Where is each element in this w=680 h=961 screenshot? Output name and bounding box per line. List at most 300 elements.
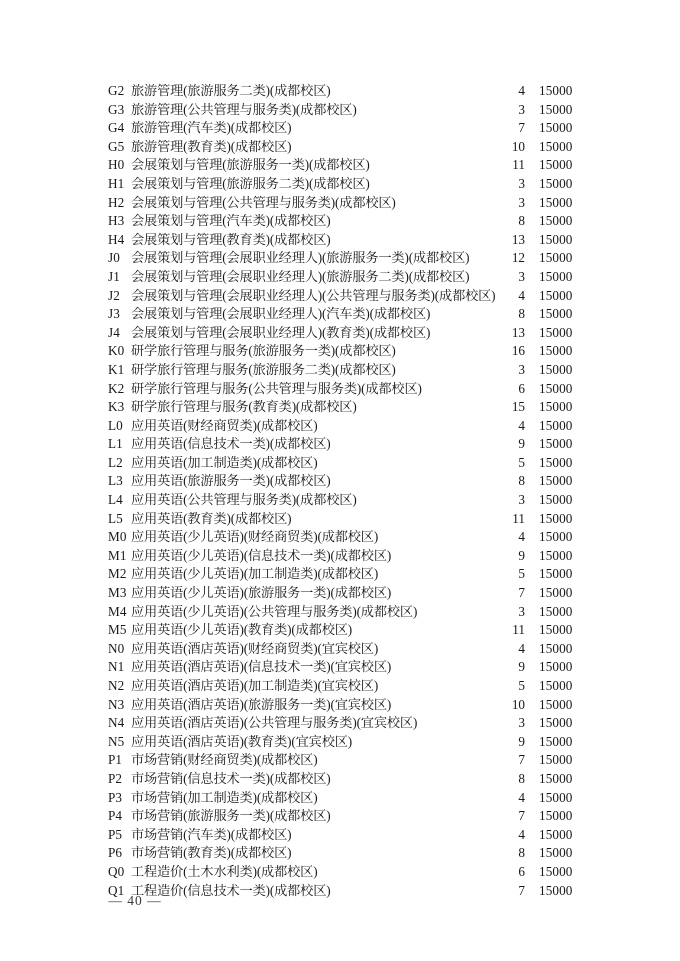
row-tail [599, 640, 680, 659]
major-name: 市场营销(旅游服务一类)(成都校区) [131, 808, 331, 824]
table-row [0, 324, 680, 343]
row-gutter [0, 528, 108, 547]
enrollment-quota: 3 [518, 268, 525, 284]
row-tail [599, 268, 680, 287]
row-tail [599, 324, 680, 343]
table-row [0, 194, 680, 213]
row-gutter [0, 640, 108, 659]
major-code: P3 [108, 789, 123, 805]
major-code: P1 [108, 752, 123, 768]
table-row [0, 268, 680, 287]
enrollment-quota: 16 [511, 343, 525, 359]
table-row [0, 138, 680, 157]
column-spacer [525, 510, 539, 529]
table-row [0, 863, 680, 882]
row-tail [599, 342, 680, 361]
enrollment-quota: 8 [518, 473, 525, 489]
row-tail [599, 472, 680, 491]
row-gutter [0, 472, 108, 491]
row-gutter [0, 305, 108, 324]
row-tail [599, 565, 680, 584]
row-gutter [0, 454, 108, 473]
enrollment-quota: 11 [512, 157, 525, 173]
table-row [0, 603, 680, 622]
tuition-fee: 15000 [539, 287, 573, 303]
major-name: 应用英语(酒店英语)(旅游服务一类)(宜宾校区) [131, 696, 392, 712]
table-row [0, 175, 680, 194]
enrollment-quota: 7 [518, 808, 525, 824]
major-code: G2 [108, 83, 125, 98]
major-code: N4 [108, 715, 125, 731]
table-row [0, 584, 680, 603]
row-gutter [0, 658, 108, 677]
enrollment-quota: 7 [518, 882, 525, 898]
enrollment-quota: 8 [518, 845, 525, 861]
row-gutter [0, 510, 108, 529]
column-spacer [525, 305, 539, 324]
major-code: G5 [108, 138, 125, 154]
table-row [0, 249, 680, 268]
major-code: G4 [108, 120, 125, 136]
row-gutter [0, 380, 108, 399]
column-spacer [525, 603, 539, 622]
major-code: K2 [108, 380, 125, 396]
major-code: L1 [108, 436, 123, 452]
tuition-fee: 15000 [539, 306, 573, 322]
major-code: L5 [108, 510, 123, 526]
row-tail [599, 882, 680, 901]
column-spacer [525, 696, 539, 715]
row-tail [599, 454, 680, 473]
row-tail [599, 435, 680, 454]
major-code: L2 [108, 454, 123, 470]
tuition-fee: 15000 [539, 194, 573, 210]
row-tail [599, 82, 680, 101]
column-spacer [525, 287, 539, 306]
major-name: 应用英语(酒店英语)(加工制造类)(宜宾校区) [131, 678, 379, 693]
column-spacer [525, 863, 539, 882]
major-name: 市场营销(汽车类)(成都校区) [131, 826, 292, 842]
row-gutter [0, 119, 108, 138]
row-gutter [0, 268, 108, 287]
table-row [0, 101, 680, 120]
column-spacer [525, 231, 539, 250]
row-tail [599, 584, 680, 603]
table-row [0, 417, 680, 436]
table-row [0, 231, 680, 250]
row-tail [599, 677, 680, 696]
tuition-fee: 15000 [539, 547, 573, 563]
table-row [0, 565, 680, 584]
row-gutter [0, 212, 108, 231]
major-code: M2 [108, 566, 127, 582]
table-row [0, 547, 680, 566]
table-row [0, 696, 680, 715]
major-code: L3 [108, 473, 123, 489]
enrollment-quota: 4 [518, 826, 525, 842]
column-spacer [525, 770, 539, 789]
column-spacer [525, 640, 539, 659]
column-spacer [525, 789, 539, 808]
column-spacer [525, 82, 539, 101]
row-tail [599, 361, 680, 380]
major-name: 市场营销(加工制造类)(成都校区) [131, 789, 318, 805]
major-name: 应用英语(教育类)(成都校区) [131, 510, 292, 526]
column-spacer [525, 454, 539, 473]
major-name: 市场营销(财经商贸类)(成都校区) [131, 752, 318, 768]
table-row [0, 287, 680, 306]
column-spacer [525, 472, 539, 491]
enrollment-quota: 10 [511, 696, 525, 712]
major-name: 会展策划与管理(会展职业经理人)(教育类)(成都校区) [131, 324, 431, 340]
tuition-fee: 15000 [539, 417, 573, 433]
tuition-fee: 15000 [539, 324, 573, 340]
table-row [0, 212, 680, 231]
major-name: 应用英语(酒店英语)(财经商贸类)(宜宾校区) [131, 640, 379, 656]
row-tail [599, 658, 680, 677]
enrollment-quota: 3 [518, 715, 525, 731]
row-gutter [0, 826, 108, 845]
row-tail [599, 844, 680, 863]
major-name: 会展策划与管理(旅游服务一类)(成都校区) [131, 157, 370, 173]
tuition-fee: 15000 [539, 826, 573, 842]
major-code: N0 [108, 640, 125, 656]
tuition-fee: 15000 [539, 231, 573, 247]
row-gutter [0, 342, 108, 361]
enrollment-quota: 4 [518, 640, 525, 656]
tuition-fee: 15000 [539, 380, 573, 396]
row-tail [599, 491, 680, 510]
enrollment-quota: 4 [518, 417, 525, 433]
major-name: 会展策划与管理(会展职业经理人)(汽车类)(成都校区) [131, 306, 431, 322]
table-row [0, 528, 680, 547]
column-spacer [525, 882, 539, 901]
enrollment-quota: 9 [518, 436, 525, 452]
enrollment-quota: 4 [518, 287, 525, 303]
row-gutter [0, 603, 108, 622]
enrollment-quota: 15 [511, 399, 525, 415]
major-name: 会展策划与管理(会展职业经理人)(公共管理与服务类)(成都校区) [131, 287, 496, 303]
tuition-fee: 15000 [539, 343, 573, 359]
enrollment-quota: 11 [512, 622, 525, 638]
enrollment-quota: 5 [518, 566, 525, 582]
major-code: H0 [108, 157, 125, 173]
tuition-fee: 15000 [539, 101, 573, 117]
enrollment-quota: 9 [518, 659, 525, 675]
row-gutter [0, 324, 108, 343]
row-gutter [0, 844, 108, 863]
row-tail [599, 696, 680, 715]
tuition-fee: 15000 [539, 268, 573, 284]
column-spacer [525, 212, 539, 231]
admission-plan-table-body [0, 82, 680, 900]
major-name: 应用英语(酒店英语)(公共管理与服务类)(宜宾校区) [131, 715, 418, 731]
column-spacer [525, 175, 539, 194]
enrollment-quota: 7 [518, 585, 525, 601]
enrollment-quota: 9 [518, 547, 525, 563]
row-gutter [0, 361, 108, 380]
tuition-fee: 15000 [539, 585, 573, 601]
row-gutter [0, 621, 108, 640]
column-spacer [525, 435, 539, 454]
column-spacer [525, 677, 539, 696]
column-spacer [525, 101, 539, 120]
column-spacer [525, 751, 539, 770]
table-row [0, 156, 680, 175]
major-code: L0 [108, 417, 123, 433]
major-code: K0 [108, 343, 125, 359]
major-code: M0 [108, 529, 127, 545]
major-name: 旅游管理(教育类)(成都校区) [131, 138, 292, 154]
row-tail [599, 603, 680, 622]
major-code: P4 [108, 808, 123, 824]
table-row [0, 305, 680, 324]
tuition-fee: 15000 [539, 566, 573, 582]
major-name: 应用英语(少儿英语)(加工制造类)(成都校区) [131, 566, 379, 582]
row-gutter [0, 398, 108, 417]
tuition-fee: 15000 [539, 83, 573, 98]
row-tail [599, 101, 680, 120]
table-row [0, 380, 680, 399]
major-name: 会展策划与管理(公共管理与服务类)(成都校区) [131, 194, 396, 210]
tuition-fee: 15000 [539, 603, 573, 619]
major-name: 应用英语(少儿英语)(公共管理与服务类)(成都校区) [131, 603, 418, 619]
column-spacer [525, 565, 539, 584]
row-gutter [0, 231, 108, 250]
tuition-fee: 15000 [539, 213, 573, 229]
row-tail [599, 510, 680, 529]
row-tail [599, 138, 680, 157]
enrollment-quota: 8 [518, 306, 525, 322]
column-spacer [525, 528, 539, 547]
table-row [0, 640, 680, 659]
enrollment-quota: 9 [518, 733, 525, 749]
row-gutter [0, 696, 108, 715]
major-name: 应用英语(少儿英语)(信息技术一类)(成都校区) [131, 547, 392, 563]
column-spacer [525, 156, 539, 175]
row-gutter [0, 175, 108, 194]
tuition-fee: 15000 [539, 361, 573, 377]
tuition-fee: 15000 [539, 175, 573, 191]
tuition-fee: 15000 [539, 138, 573, 154]
enrollment-quota: 11 [512, 510, 525, 526]
table-row [0, 770, 680, 789]
table-row [0, 472, 680, 491]
table-row [0, 454, 680, 473]
table-row [0, 119, 680, 138]
major-code: J2 [108, 287, 120, 303]
tuition-fee: 15000 [539, 882, 573, 898]
column-spacer [525, 658, 539, 677]
row-gutter [0, 82, 108, 101]
row-tail [599, 789, 680, 808]
major-code: Q1 [108, 882, 125, 898]
row-gutter [0, 863, 108, 882]
row-tail [599, 751, 680, 770]
major-name: 应用英语(财经商贸类)(成都校区) [131, 417, 318, 433]
row-tail [599, 547, 680, 566]
tuition-fee: 15000 [539, 510, 573, 526]
enrollment-quota: 4 [518, 83, 525, 98]
table-row [0, 361, 680, 380]
major-name: 会展策划与管理(会展职业经理人)(旅游服务一类)(成都校区) [131, 250, 470, 266]
column-spacer [525, 324, 539, 343]
row-tail [599, 212, 680, 231]
major-name: 市场营销(信息技术一类)(成都校区) [131, 770, 331, 786]
row-tail [599, 119, 680, 138]
tuition-fee: 15000 [539, 696, 573, 712]
enrollment-quota: 3 [518, 492, 525, 508]
column-spacer [525, 491, 539, 510]
enrollment-quota: 4 [518, 789, 525, 805]
enrollment-quota: 3 [518, 194, 525, 210]
major-name: 会展策划与管理(汽车类)(成都校区) [131, 213, 331, 229]
enrollment-quota: 5 [518, 454, 525, 470]
table-row [0, 807, 680, 826]
enrollment-quota: 7 [518, 120, 525, 136]
row-gutter [0, 565, 108, 584]
table-row [0, 491, 680, 510]
enrollment-quota: 3 [518, 361, 525, 377]
column-spacer [525, 194, 539, 213]
tuition-fee: 15000 [539, 454, 573, 470]
major-name: 旅游管理(旅游服务二类)(成都校区) [131, 83, 331, 98]
page-number: — 40 — [108, 893, 162, 908]
major-name: 应用英语(少儿英语)(财经商贸类)(成都校区) [131, 529, 379, 545]
major-code: J4 [108, 324, 120, 340]
row-tail [599, 417, 680, 436]
enrollment-quota: 12 [511, 250, 525, 266]
major-code: J0 [108, 250, 120, 266]
major-code: N1 [108, 659, 125, 675]
enrollment-quota: 8 [518, 213, 525, 229]
tuition-fee: 15000 [539, 622, 573, 638]
row-gutter [0, 435, 108, 454]
enrollment-quota: 10 [511, 138, 525, 154]
column-spacer [525, 844, 539, 863]
tuition-fee: 15000 [539, 659, 573, 675]
tuition-fee: 15000 [539, 492, 573, 508]
row-gutter [0, 547, 108, 566]
tuition-fee: 15000 [539, 157, 573, 173]
row-gutter [0, 287, 108, 306]
column-spacer [525, 584, 539, 603]
row-tail [599, 156, 680, 175]
major-code: Q0 [108, 863, 125, 879]
column-spacer [525, 807, 539, 826]
row-gutter [0, 194, 108, 213]
row-tail [599, 175, 680, 194]
major-code: G3 [108, 101, 125, 117]
column-spacer [525, 268, 539, 287]
column-spacer [525, 826, 539, 845]
major-code: M4 [108, 603, 127, 619]
enrollment-quota: 5 [518, 678, 525, 693]
table-row [0, 714, 680, 733]
major-name: 应用英语(酒店英语)(信息技术一类)(宜宾校区) [131, 659, 392, 675]
major-name: 研学旅行管理与服务(教育类)(成都校区) [131, 399, 357, 415]
table-row [0, 844, 680, 863]
enrollment-quota: 8 [518, 770, 525, 786]
major-code: L4 [108, 492, 123, 508]
major-code: K1 [108, 361, 125, 377]
tuition-fee: 15000 [539, 752, 573, 768]
major-name: 工程造价(信息技术一类)(成都校区) [131, 882, 331, 898]
row-tail [599, 714, 680, 733]
major-name: 旅游管理(公共管理与服务类)(成都校区) [131, 101, 357, 117]
major-code: H3 [108, 213, 125, 229]
major-code: N2 [108, 678, 125, 693]
major-code: K3 [108, 399, 125, 415]
major-code: H2 [108, 194, 125, 210]
major-name: 应用英语(加工制造类)(成都校区) [131, 454, 318, 470]
row-gutter [0, 807, 108, 826]
tuition-fee: 15000 [539, 733, 573, 749]
row-gutter [0, 491, 108, 510]
enrollment-quota: 4 [518, 529, 525, 545]
table-row [0, 510, 680, 529]
row-tail [599, 826, 680, 845]
row-gutter [0, 156, 108, 175]
enrollment-quota: 6 [518, 863, 525, 879]
tuition-fee: 15000 [539, 529, 573, 545]
row-gutter [0, 584, 108, 603]
table-row [0, 826, 680, 845]
column-spacer [525, 342, 539, 361]
column-spacer [525, 417, 539, 436]
column-spacer [525, 138, 539, 157]
row-tail [599, 398, 680, 417]
row-tail [599, 621, 680, 640]
major-name: 应用英语(少儿英语)(旅游服务一类)(成都校区) [131, 585, 392, 601]
row-gutter [0, 417, 108, 436]
table-row [0, 435, 680, 454]
major-code: N3 [108, 696, 125, 712]
tuition-fee: 15000 [539, 863, 573, 879]
row-tail [599, 305, 680, 324]
row-tail [599, 194, 680, 213]
tuition-fee: 15000 [539, 473, 573, 489]
major-name: 会展策划与管理(教育类)(成都校区) [131, 231, 331, 247]
table-row [0, 621, 680, 640]
row-tail [599, 863, 680, 882]
column-spacer [525, 380, 539, 399]
column-spacer [525, 398, 539, 417]
row-gutter [0, 714, 108, 733]
row-gutter [0, 677, 108, 696]
major-code: P6 [108, 845, 123, 861]
tuition-fee: 15000 [539, 770, 573, 786]
major-name: 旅游管理(汽车类)(成都校区) [131, 120, 292, 136]
tuition-fee: 15000 [539, 436, 573, 452]
row-tail [599, 380, 680, 399]
major-name: 研学旅行管理与服务(公共管理与服务类)(成都校区) [131, 380, 422, 396]
enrollment-quota: 3 [518, 603, 525, 619]
major-name: 应用英语(少儿英语)(教育类)(成都校区) [131, 622, 353, 638]
tuition-fee: 15000 [539, 250, 573, 266]
row-tail [599, 287, 680, 306]
table-row [0, 398, 680, 417]
table-row [0, 789, 680, 808]
major-code: J1 [108, 268, 120, 284]
tuition-fee: 15000 [539, 808, 573, 824]
table-row [0, 342, 680, 361]
enrollment-quota: 13 [511, 231, 525, 247]
tuition-fee: 15000 [539, 715, 573, 731]
row-gutter [0, 770, 108, 789]
row-tail [599, 249, 680, 268]
tuition-fee: 15000 [539, 845, 573, 861]
